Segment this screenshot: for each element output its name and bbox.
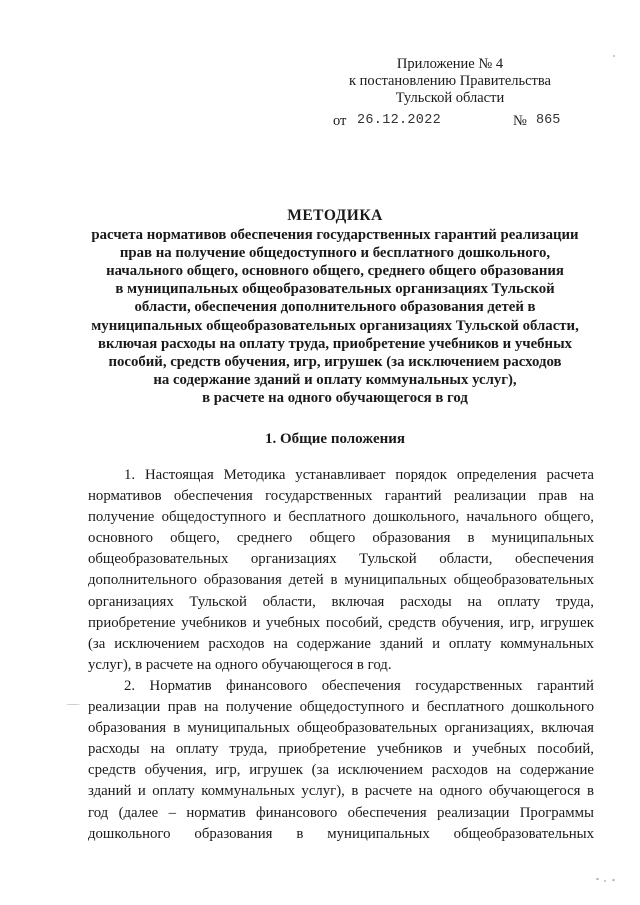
word: в [173, 720, 181, 737]
word: муниципальных [327, 825, 430, 842]
word: и [432, 635, 440, 652]
word: средств [88, 762, 136, 779]
word: образования [194, 825, 273, 842]
word: оплату [152, 783, 195, 800]
word: получение [88, 509, 155, 526]
word: государственных [415, 677, 523, 694]
word: пособий, [325, 614, 383, 631]
title-line: расчета нормативов обеспечения государственных гарантий реализации [91, 227, 579, 244]
word: устанавливает [295, 467, 386, 483]
word: обеспечения [173, 488, 253, 505]
word: гарантий [384, 488, 442, 505]
word: норматив [186, 804, 246, 821]
word: Методика [223, 467, 286, 483]
title-line: в муниципальных общеобразовательных организациях Тульской [115, 281, 555, 298]
paragraph-line [88, 718, 594, 739]
word: игрушек [249, 762, 303, 779]
word: 1. [124, 467, 136, 483]
word: на [467, 593, 482, 610]
word: приобретение [88, 614, 176, 631]
word: зданий [88, 783, 132, 800]
word: реализации [437, 804, 510, 821]
word: на [579, 488, 594, 505]
section-heading: 1. Общие положения [264, 431, 406, 447]
word: нормативов [88, 488, 162, 505]
word: – [168, 804, 177, 821]
word: и [411, 699, 420, 716]
paragraph-line [88, 760, 594, 781]
word: одного [439, 783, 483, 800]
word: игрушек [540, 614, 594, 631]
title-line: в расчете на одного обучающегося в год [202, 389, 468, 406]
word: организациях [88, 593, 174, 610]
annex-header [330, 56, 570, 107]
word: муниципальных [491, 530, 594, 547]
paragraph-line [88, 634, 594, 655]
word: общего, [170, 530, 220, 547]
word: получение [225, 699, 293, 716]
title-heading: МЕТОДИКА [287, 207, 383, 224]
word: (за [311, 762, 330, 779]
paragraph-line [88, 570, 594, 591]
word: основного [88, 530, 154, 547]
word: муниципальных [187, 720, 290, 737]
word: прав [167, 699, 197, 716]
word: Тульской [359, 551, 417, 568]
paragraph-line [88, 803, 594, 824]
word: организациях [250, 551, 337, 568]
word: общеобразовательных [453, 825, 594, 842]
word: обучения, [144, 762, 207, 779]
word: расчете [364, 783, 413, 800]
word: общеобразовательных [88, 551, 229, 568]
paragraph-line: услуг), в расчете на одного обучающегося в год. [88, 656, 392, 673]
annex-region: Тульской области [395, 90, 505, 106]
paragraph-line [88, 507, 594, 528]
word: финансового [226, 677, 308, 694]
scan-speck [596, 878, 599, 880]
word: оплату [497, 593, 541, 610]
word: учебников [181, 614, 247, 631]
word: организациях, [444, 720, 534, 737]
title-line: начального общего, основного общего, среднего общего образования [106, 263, 564, 280]
word: игр, [509, 614, 535, 631]
scan-speck [613, 55, 615, 57]
word: в [351, 783, 359, 800]
resolution-number: 865 [536, 113, 561, 128]
word: области, [262, 593, 316, 610]
word: государственных [265, 488, 373, 505]
word: расходов [431, 762, 488, 779]
word: расходы [88, 741, 140, 758]
word: оплату [175, 741, 219, 758]
word: на [273, 635, 288, 652]
word: включая [541, 720, 594, 737]
word: в [330, 572, 338, 589]
annex-number: Приложение № 4 [396, 56, 504, 72]
title-line: включая расходы на оплату труда, приобретение учебников и учебных [97, 335, 573, 352]
paragraph-line [88, 781, 594, 802]
paragraph-line [88, 824, 594, 845]
word: и [252, 614, 261, 631]
word: расходы [400, 593, 452, 610]
word: зданий [379, 635, 424, 652]
word: гарантий [537, 677, 594, 694]
paragraph-line [88, 739, 594, 760]
word: услуг), [301, 783, 345, 800]
word: расходов [208, 635, 265, 652]
word: и [137, 783, 146, 800]
word: учебных [265, 614, 321, 631]
paragraph-line [88, 549, 594, 570]
word: обеспечения [514, 551, 594, 568]
annex-resolution-ref: к постановлению Правительства [349, 73, 551, 89]
word: Настоящая [144, 467, 214, 483]
word: обучения, [441, 614, 504, 631]
word: общедоступного [161, 509, 267, 526]
word: средств [388, 614, 437, 631]
word: Норматив [149, 677, 212, 694]
word: общего [309, 530, 356, 547]
word: общего, [544, 509, 594, 526]
word: финансового [256, 804, 338, 821]
word: исключением [337, 762, 424, 779]
word: начального [466, 509, 538, 526]
body-text [88, 465, 594, 845]
word: коммунальных [500, 635, 594, 652]
word: год [88, 804, 109, 821]
word: бесплатного [288, 509, 366, 526]
word: дошкольного, [372, 509, 460, 526]
word: общеобразовательных [296, 720, 438, 737]
word: Программы [519, 804, 594, 821]
word: обучающегося [488, 783, 581, 800]
word: определения [456, 467, 537, 483]
word: расчета [546, 467, 594, 483]
word: образования [372, 530, 451, 547]
word: области, [439, 551, 493, 568]
word: 2. [124, 677, 136, 694]
word: на [203, 699, 219, 716]
paragraph-line [88, 697, 594, 718]
word: общеобразовательных [453, 572, 594, 589]
word: исключением [114, 635, 200, 652]
title-line: области, обеспечения дополнительного образования детей в [134, 299, 536, 316]
word: образования [88, 720, 167, 737]
word: порядок [395, 467, 447, 483]
word: оплату [448, 635, 492, 652]
word: прав [538, 488, 568, 505]
word: среднего [236, 530, 293, 547]
resolution-date: 26.12.2022 [357, 113, 442, 128]
document-title [70, 207, 600, 407]
word: обеспечения [321, 677, 401, 694]
word: включая [331, 593, 385, 610]
word: детей [288, 572, 324, 589]
word: в [586, 783, 594, 800]
word: учебных [472, 741, 527, 758]
word: труда, [555, 593, 594, 610]
word: общедоступного [299, 699, 405, 716]
paragraph-line [88, 676, 594, 697]
word: дошкольного [511, 699, 594, 716]
from-label: от [333, 113, 347, 129]
word: на [150, 741, 166, 758]
word: на [418, 783, 434, 800]
title-line: пособий, средств обучения, игр, игрушек (за исключением расходов [108, 353, 562, 370]
word: в [296, 825, 304, 842]
word: образования [203, 572, 282, 589]
number-label: № [513, 113, 527, 129]
word: реализации [453, 488, 527, 505]
word: и [453, 741, 462, 758]
word: в [467, 530, 475, 547]
paragraph-line [88, 592, 594, 613]
word: Тульской [189, 593, 247, 610]
word: (далее [118, 804, 159, 821]
title-line: прав на получение общедоступного и бесплатного дошкольного, [119, 245, 551, 262]
word: игр, [215, 762, 241, 779]
word: и [273, 509, 282, 526]
scan-speck [612, 879, 615, 881]
paragraph-line [88, 613, 594, 634]
word: дошкольного [88, 825, 171, 842]
word: обеспечения [347, 804, 427, 821]
scan-speck [604, 880, 606, 882]
word: муниципальных [344, 572, 447, 589]
word: дополнительного [88, 572, 197, 589]
title-line: муниципальных общеобразовательных организациях Тульской области, [91, 317, 579, 334]
word: (за [88, 635, 106, 652]
resolution-date-number [0, 113, 640, 133]
word: реализации [88, 699, 161, 716]
paragraph-line [88, 465, 594, 486]
word: содержание [296, 635, 371, 652]
title-line: на содержание зданий и оплату коммунальных услуг), [153, 371, 517, 388]
word: труда, [229, 741, 268, 758]
word: коммунальных [201, 783, 295, 800]
scan-speck [66, 704, 80, 705]
word: бесплатного [426, 699, 505, 716]
word: приобретение [278, 741, 366, 758]
word: на [496, 762, 512, 779]
word: учебников [376, 741, 443, 758]
paragraph-line [88, 486, 594, 507]
paragraph-line [88, 528, 594, 549]
word: содержание [519, 762, 594, 779]
word: пособий, [537, 741, 594, 758]
